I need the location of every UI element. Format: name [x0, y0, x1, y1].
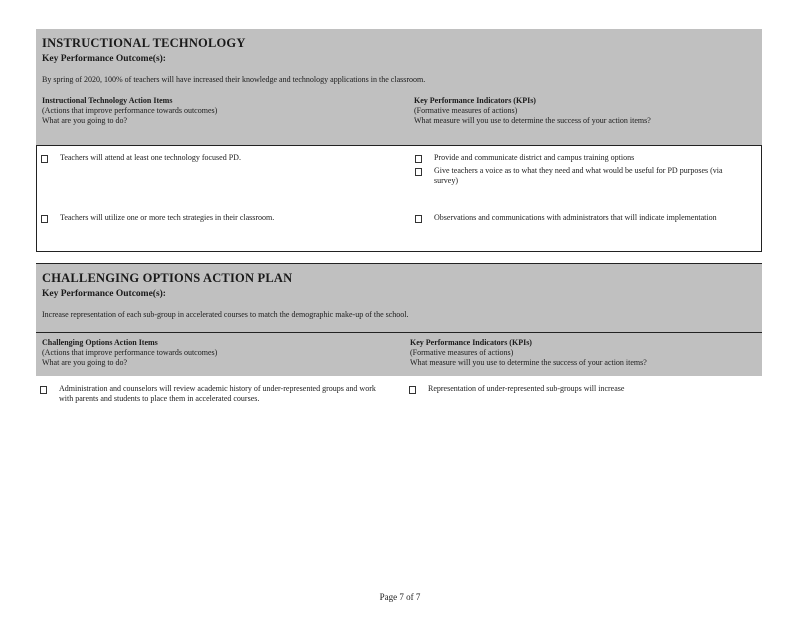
checkbox-icon	[409, 386, 416, 394]
section-body	[36, 145, 762, 252]
checkbox-icon	[41, 155, 48, 163]
key-performance-outcome-label: Key Performance Outcome(s):	[42, 289, 166, 299]
section-title: INSTRUCTIONAL TECHNOLOGY	[42, 36, 246, 50]
list-item: Teachers will utilize one or more tech strategies in their classroom.	[41, 213, 391, 223]
checkbox-icon	[415, 155, 422, 163]
checkbox-icon	[41, 215, 48, 223]
column-headings	[42, 96, 756, 126]
page-number: Page 7 of 7	[379, 592, 421, 602]
kpi-subheading: (Formative measures of actions)	[414, 106, 518, 115]
list-item: Administration and counselors will review academic history of under-represented groups and work with parents and students to place them in accelerated courses.	[40, 384, 385, 404]
kpi-question: What measure will you use to determine the success of your action items?	[410, 358, 647, 367]
checkbox-icon	[415, 215, 422, 223]
key-performance-outcome-label: Key Performance Outcome(s):	[42, 54, 166, 64]
kpi-heading: Key Performance Indicators (KPIs)	[414, 96, 536, 105]
list-item: Give teachers a voice as to what they need and what would be useful for PD purposes (via survey)	[415, 166, 745, 186]
list-item: Representation of under-represented sub-groups will increase	[409, 384, 739, 394]
list-item: Provide and communicate district and campus training options	[415, 153, 745, 163]
list-item: Observations and communications with administrators that will indicate implementation	[415, 213, 745, 223]
kpi-subheading: (Formative measures of actions)	[410, 348, 514, 357]
kpi-heading: Key Performance Indicators (KPIs)	[410, 338, 532, 347]
column-heading-band	[36, 332, 762, 376]
section-header	[36, 29, 762, 145]
column-headings	[42, 338, 756, 368]
section-body	[36, 376, 762, 436]
list-item: Teachers will attend at least one technology focused PD.	[41, 153, 391, 163]
challenging-options-section	[36, 263, 762, 436]
section-title: CHALLENGING OPTIONS ACTION PLAN	[42, 271, 293, 285]
outcome-text: By spring of 2020, 100% of teachers will have increased their knowledge and technology applications in the classroom.	[42, 75, 426, 84]
outcome-text: Increase representation of each sub-group in accelerated courses to match the demographic make-up of the school.	[42, 310, 409, 319]
action-items-question: What are you going to do?	[42, 116, 128, 125]
action-items-subheading: (Actions that improve performance towards outcomes)	[42, 348, 218, 357]
checkbox-icon	[40, 386, 47, 394]
action-items-heading: Challenging Options Action Items	[42, 338, 158, 347]
action-items-heading: Instructional Technology Action Items	[42, 96, 173, 105]
instructional-technology-section	[36, 29, 762, 252]
checkbox-icon	[415, 168, 422, 176]
section-header	[36, 263, 762, 332]
action-items-subheading: (Actions that improve performance towards outcomes)	[42, 106, 218, 115]
action-items-question: What are you going to do?	[42, 358, 128, 367]
kpi-question: What measure will you use to determine the success of your action items?	[414, 116, 651, 125]
